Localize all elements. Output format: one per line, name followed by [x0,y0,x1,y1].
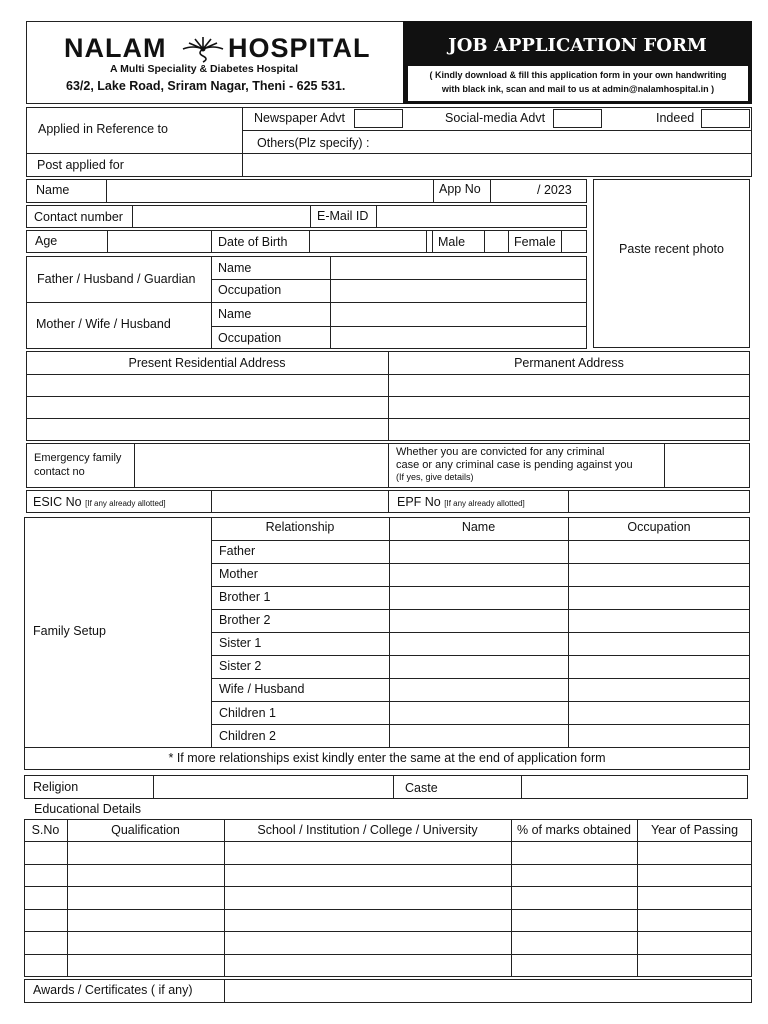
others-specify-label: Others(Plz specify) : [257,136,370,150]
guardian-occupation-label: Occupation [218,283,282,297]
email-field[interactable] [377,206,586,227]
epf-label-text: EPF No [397,495,441,509]
family-relation-father: Father [219,544,256,558]
present-address-field[interactable] [27,375,387,440]
spouse-name-label: Name [218,307,252,321]
spouse-occupation-label: Occupation [218,331,282,345]
family-relation-sister-2: Sister 2 [219,659,262,673]
family-relation-brother-2: Brother 2 [219,613,271,627]
permanent-address-field[interactable] [389,375,749,440]
family-relation-brother-1: Brother 1 [219,590,271,604]
photo-label: Paste recent photo [619,242,724,256]
education-entries[interactable] [25,842,751,976]
awards-field[interactable] [225,980,751,1002]
guardian-occupation-field[interactable] [331,280,586,301]
hospital-tagline: A Multi Speciality & Diabetes Hospital [110,63,299,75]
criminal-answer-field[interactable] [665,444,749,487]
family-name-column[interactable] [390,541,567,746]
family-occupation-column[interactable] [569,541,749,746]
family-setup-label: Family Setup [33,624,106,638]
edu-header-institution: School / Institution / College / University [257,823,478,837]
post-applied-field[interactable] [243,154,751,176]
contact-number-label: Contact number [34,210,123,224]
guardian-name-field[interactable] [331,257,586,278]
app-no-year: / 2023 [537,183,572,197]
edu-header-qualification: Qualification [111,823,180,837]
esic-field[interactable] [212,491,387,512]
male-checkbox[interactable] [485,231,507,252]
present-address-header: Present Residential Address [128,356,286,370]
esic-label-text: ESIC No [33,495,82,509]
emergency-contact-field[interactable] [135,444,387,487]
emergency-contact-label-2: contact no [34,466,85,478]
guardian-name-label: Name [218,261,252,275]
esic-label [33,496,166,509]
caste-label: Caste [405,781,438,795]
criminal-question-2: case or any criminal case is pending against you [396,459,633,471]
newspaper-advt-checkbox[interactable] [354,109,403,128]
permanent-address-header: Permanent Address [514,356,624,370]
religion-field[interactable] [154,776,392,798]
dob-field[interactable] [310,231,425,252]
female-checkbox[interactable] [562,231,586,252]
family-note: * If more relationships exist kindly enter the same at the end of application form [168,751,606,765]
age-label: Age [35,234,58,248]
social-media-advt-checkbox[interactable] [553,109,602,128]
epf-note: [If any already allotted] [444,499,525,508]
family-relation-children-2: Children 2 [219,729,276,743]
newspaper-advt-label: Newspaper Advt [254,111,346,125]
dob-label: Date of Birth [218,235,288,249]
family-relation-mother: Mother [219,567,258,581]
hospital-logo-icon [178,35,228,63]
religion-label: Religion [33,780,79,794]
indeed-label: Indeed [656,111,695,125]
spouse-name-field[interactable] [331,303,586,325]
edu-header-marks: % of marks obtained [517,823,631,837]
family-header-occupation: Occupation [627,520,691,534]
photo-box[interactable] [593,179,750,348]
awards-label: Awards / Certificates ( if any) [33,983,193,997]
email-label: E-Mail ID [317,209,369,223]
family-header-name: Name [461,520,496,534]
spouse-occupation-field[interactable] [331,327,586,348]
spouse-label: Mother / Wife / Husband [36,317,171,331]
guardian-label: Father / Husband / Guardian [37,272,196,286]
criminal-question-1: Whether you are convicted for any criminal [396,446,605,458]
form-title: JOB APPLICATION FORM [448,35,707,56]
edu-header-sno: S.No [31,823,60,837]
education-title: Educational Details [34,802,142,816]
age-field[interactable] [108,231,210,252]
applied-reference-label: Applied in Reference to [38,122,168,136]
brand-name-right: HOSPITAL [228,33,371,63]
epf-field[interactable] [569,491,749,512]
female-label: Female [514,235,556,249]
name-label: Name [36,183,70,197]
family-relation-spouse: Wife / Husband [219,682,305,696]
criminal-note: (If yes, give details) [396,472,474,482]
app-no-label: App No [439,182,481,196]
emergency-contact-label-1: Emergency family [34,452,122,464]
esic-note: [If any already allotted] [85,499,166,508]
form-instruction-line1: ( Kindly download & fill this application form in your own handwriting [429,70,727,80]
post-applied-label: Post applied for [37,158,124,172]
indeed-checkbox[interactable] [701,109,750,128]
family-header-relationship: Relationship [265,520,335,534]
hospital-address: 63/2, Lake Road, Sriram Nagar, Theni - 625 531. [66,79,346,93]
social-media-advt-label: Social-media Advt [445,111,546,125]
contact-number-field[interactable] [133,206,309,227]
form-instruction-line2: with black ink, scan and mail to us at admin@nalamhospital.in ) [441,84,715,94]
family-relation-children-1: Children 1 [219,706,276,720]
epf-label [397,496,525,509]
caste-field[interactable] [522,776,747,798]
male-label: Male [438,235,466,249]
name-field[interactable] [107,180,432,202]
brand-name-left: NALAM [64,33,167,63]
edu-header-year: Year of Passing [650,823,739,837]
family-relation-sister-1: Sister 1 [219,636,262,650]
